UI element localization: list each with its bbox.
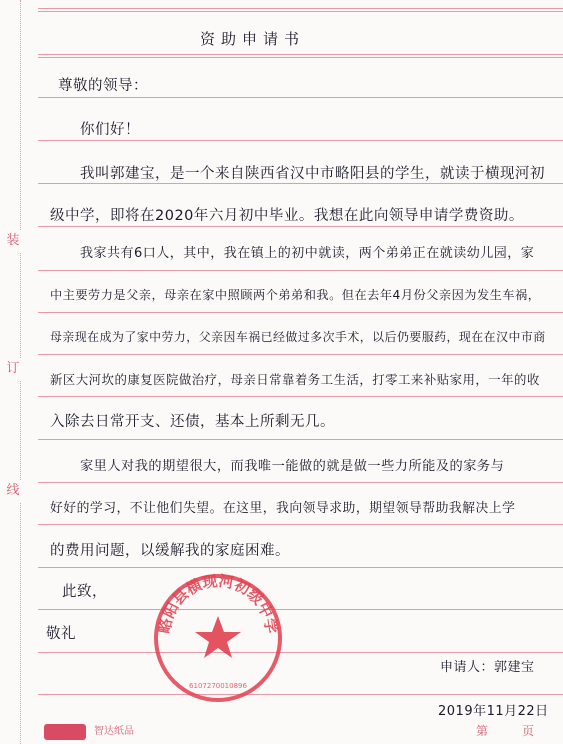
- applicant-signature: 申请人：郭建宝: [440, 660, 535, 675]
- body-line: 级中学，即将在2020年六月初中毕业。我想在此向领导申请学费资助。: [50, 208, 524, 224]
- ruled-line: [38, 354, 563, 355]
- body-line: 入除去日常开支、还债，基本上所剩无几。: [50, 414, 335, 430]
- page-label-prefix: 第: [476, 724, 489, 738]
- school-seal: [150, 570, 286, 706]
- body-line: 家里人对我的期望很大，而我唯一能做的就是做一些力所能及的家务与: [80, 459, 505, 474]
- ruled-line: [38, 140, 563, 141]
- letter-title: 资助申请书: [200, 30, 306, 48]
- body-line: 的费用问题，以缓解我的家庭困难。: [50, 543, 290, 559]
- ruled-line: [38, 312, 563, 313]
- binding-mark-xian: 线: [2, 480, 24, 502]
- body-line: 好好的学习，不让他们失望。在这里，我向领导求助，期望领导帮助我解决上学: [50, 501, 516, 516]
- brand-logo-icon: [44, 724, 86, 740]
- closing-regards: 此致，: [62, 584, 107, 600]
- closing-salute: 敬礼: [46, 626, 76, 642]
- brand-name: 智达纸品: [94, 726, 134, 737]
- binding-mark-ding: 订: [2, 358, 24, 380]
- letter-date: 2019年11月22日: [438, 704, 549, 719]
- star-icon: [195, 616, 241, 658]
- body-line: 母亲现在成为了家中劳力，父亲因车祸已经做过多次手术，以后仍要服药，现在在汉中市商: [50, 330, 546, 344]
- ruled-line: [38, 609, 563, 610]
- binding-mark-zhuang: 装: [2, 230, 24, 252]
- body-line: 我家共有6口人，其中，我在镇上的初中就读，两个弟弟正在就读幼儿园，家: [80, 246, 535, 261]
- greeting: 你们好！: [80, 122, 140, 138]
- ruled-line: [38, 694, 563, 695]
- seal-text: 略阳县横现河初级中学: [155, 571, 281, 635]
- ruled-line: [38, 482, 563, 483]
- ruled-line: [38, 8, 563, 9]
- ruled-line: [38, 396, 563, 397]
- ruled-line: [38, 183, 563, 184]
- ruled-line: [38, 226, 563, 227]
- salutation: 尊敬的领导：: [58, 78, 148, 94]
- ruled-line: [38, 524, 563, 525]
- body-line: 中主要劳力是父亲，母亲在家中照顾两个弟弟和我。但在去年4月份父亲因为发生车祸，: [50, 288, 541, 302]
- body-line: 我叫郭建宝，是一个来自陕西省汉中市略阳县的学生，就读于横现河初: [80, 166, 545, 182]
- ruled-line: [38, 270, 563, 271]
- ruled-line: [38, 439, 563, 440]
- seal-number: 6107270010896: [189, 682, 247, 690]
- ruled-line: [38, 652, 563, 653]
- ruled-line: [38, 567, 563, 568]
- ruled-line: [38, 97, 563, 98]
- body-line: 新区大河坎的康复医院做治疗，母亲日常靠着务工生活，打零工来补贴家用，一年的收: [50, 372, 540, 387]
- page-label-suffix: 页: [522, 724, 535, 738]
- ruled-line: [38, 54, 563, 55]
